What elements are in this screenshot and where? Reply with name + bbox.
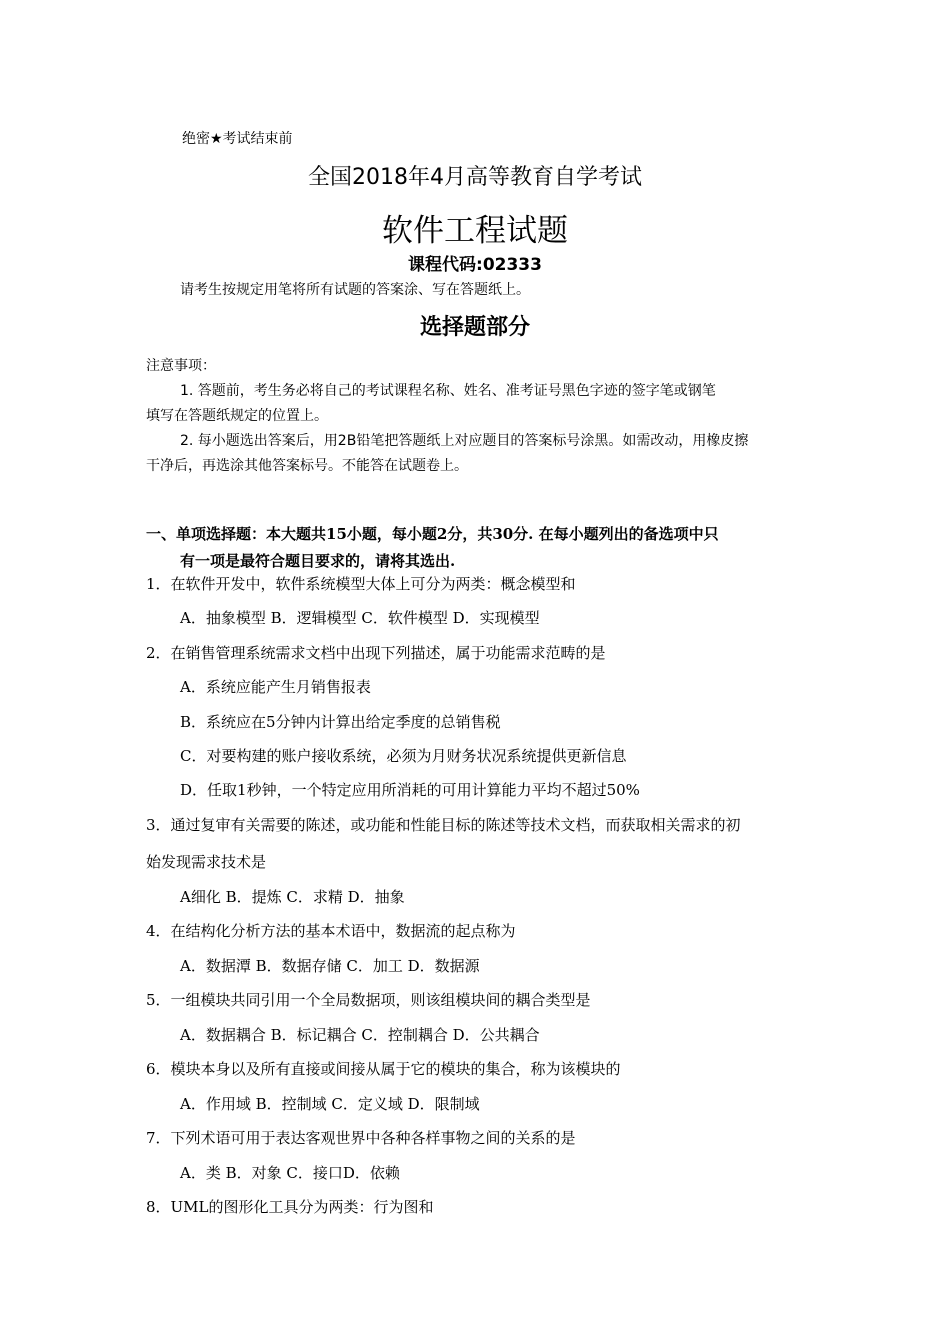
- subject-title: 软件工程试题: [382, 213, 568, 249]
- secret-mark: 绝密★考试结束前: [182, 131, 293, 147]
- question-stem: 7．下列术语可用于表达客观世界中各种各样事物之间的关系的是: [146, 1129, 576, 1147]
- instruction-text: 请考生按规定用笔将所有试题的答案涂、写在答题纸上。: [180, 282, 530, 298]
- question-option: D．任取1秒钟，一个特定应用所消耗的可用计算能力平均不超过50%: [180, 781, 640, 799]
- question-stem: 6．模块本身以及所有直接或间接从属于它的模块的集合，称为该模块的: [146, 1060, 621, 1078]
- notice-line: 1. 答题前，考生务必将自己的考试课程名称、姓名、准考证号黑色字迹的签字笔或钢笔: [180, 383, 716, 399]
- question-options: A．数据耦合 B．标记耦合 C．控制耦合 D．公共耦合: [180, 1026, 540, 1044]
- notice-line: 干净后，再选涂其他答案标号。不能答在试题卷上。: [146, 458, 468, 474]
- part-heading: 一、单项选择题：本大题共15小题，每小题2分，共30分. 在每小题列出的备选项中只: [146, 525, 719, 543]
- question-options: A．数据潭 B．数据存储 C．加工 D．数据源: [180, 957, 480, 975]
- question-stem: 2．在销售管理系统需求文档中出现下列描述，属于功能需求范畴的是: [146, 644, 606, 662]
- question-options: A．抽象模型 B．逻辑模型 C．软件模型 D．实现模型: [180, 609, 540, 627]
- question-stem: 5．一组模块共同引用一个全局数据项，则该组模块间的耦合类型是: [146, 991, 591, 1009]
- section-title: 选择题部分: [419, 315, 530, 340]
- question-stem: 1．在软件开发中，软件系统模型大体上可分为两类：概念模型和: [146, 575, 576, 593]
- question-stem: 3．通过复审有关需要的陈述，或功能和性能目标的陈述等技术文档，而获取相关需求的初: [146, 816, 741, 834]
- question-option: B．系统应在5分钟内计算出给定季度的总销售税: [180, 713, 501, 731]
- question-options: A．类 B．对象 C．接口D．依赖: [180, 1164, 400, 1182]
- notice-line: 2. 每小题选出答案后，用2B铅笔把答题纸上对应题目的答案标号涂黑。如需改动，用橡皮擦: [180, 433, 749, 449]
- notice-line: 填写在答题纸规定的位置上。: [146, 408, 328, 424]
- part-heading-continued: 有一项是最符合题目要求的，请将其选出.: [180, 552, 456, 570]
- question-stem: 4．在结构化分析方法的基本术语中，数据流的起点称为: [146, 922, 516, 940]
- question-option: A．系统应能产生月销售报表: [180, 678, 371, 696]
- question-stem-continued: 始发现需求技术是: [146, 853, 267, 871]
- course-code: 课程代码:02333: [408, 255, 542, 275]
- question-stem: 8．UML的图形化工具分为两类：行为图和: [146, 1198, 434, 1216]
- question-option: C．对要构建的账户接收系统，必须为月财务状况系统提供更新信息: [180, 747, 627, 765]
- question-options: A．作用域 B．控制域 C．定义域 D．限制域: [180, 1095, 480, 1113]
- notice-heading: 注意事项：: [146, 358, 216, 374]
- exam-title: 全国2018年4月高等教育自学考试: [308, 165, 642, 190]
- question-options: A细化 B．提炼 C．求精 D．抽象: [180, 888, 405, 906]
